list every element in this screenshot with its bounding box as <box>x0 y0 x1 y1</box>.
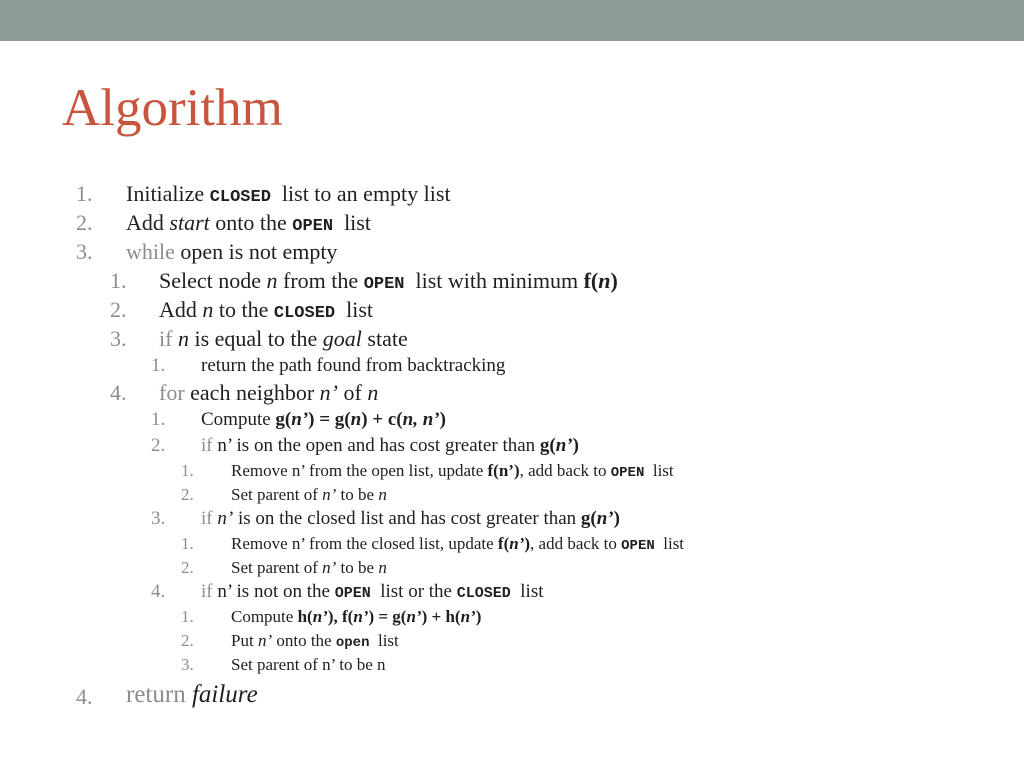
item-text <box>201 508 620 530</box>
text-segment: n’ <box>291 409 309 430</box>
text-segment: of <box>337 380 368 405</box>
text-segment: open is not empty <box>174 239 338 264</box>
text-segment: to be <box>336 485 379 504</box>
item-number: 4. <box>110 380 127 405</box>
item-number: 4. <box>76 684 93 709</box>
text-segment: g( <box>275 409 292 430</box>
text-segment: n’ is not on the <box>212 581 335 602</box>
text-segment: Select node <box>159 268 267 293</box>
text-segment: n <box>350 409 362 430</box>
text-segment: n <box>378 485 387 504</box>
code-keyword: OPEN <box>621 538 655 554</box>
text-segment: onto the <box>209 210 293 235</box>
text-segment: n <box>367 380 379 405</box>
item-text <box>231 655 386 675</box>
item-number: 2. <box>181 558 194 577</box>
item-text <box>231 607 481 627</box>
item-number: 1. <box>181 607 194 626</box>
control-keyword: if <box>201 581 213 602</box>
code-keyword: OPEN <box>334 585 371 602</box>
text-segment: ), f( <box>327 607 354 626</box>
item-number: 3. <box>181 655 194 674</box>
text-segment: n’ is on the open and has cost greater than <box>212 435 540 456</box>
text-segment: n, n’ <box>402 409 440 430</box>
item-number: 2. <box>151 435 166 456</box>
text-segment: list to an empty list <box>270 181 451 206</box>
text-segment: is on the closed list and has cost greater than <box>233 508 581 529</box>
item-number: 3. <box>151 508 166 529</box>
item-text <box>201 581 544 603</box>
text-segment: ) + c( <box>361 409 403 430</box>
item-text <box>159 380 378 406</box>
text-segment: h( <box>297 607 313 626</box>
text-segment: list <box>644 461 674 480</box>
text-segment: , add back to <box>530 534 622 553</box>
item-text <box>231 485 387 505</box>
item-text <box>231 534 684 554</box>
text-segment: n <box>598 268 611 293</box>
control-keyword: if <box>159 326 173 351</box>
text-segment: n’ <box>312 607 328 626</box>
top-band <box>0 0 1024 41</box>
text-segment: ) + h( <box>421 607 461 626</box>
text-segment: Compute <box>201 409 276 430</box>
text-segment: Initialize <box>126 181 210 206</box>
text-segment: Compute <box>231 607 298 626</box>
item-text <box>126 210 371 236</box>
text-segment: g( <box>580 508 597 529</box>
item-number: 1. <box>110 268 127 293</box>
text-segment: state <box>361 326 408 351</box>
text-segment: n <box>202 297 214 322</box>
item-number: 1. <box>151 355 166 376</box>
code-keyword: CLOSED <box>273 304 336 323</box>
text-segment: Remove n’ from the open list, update <box>231 461 488 480</box>
text-segment: list <box>510 581 544 602</box>
text-segment: ) = g( <box>368 607 407 626</box>
item-number: 2. <box>76 210 93 235</box>
code-keyword: open <box>335 635 370 651</box>
text-segment: Add <box>159 297 203 322</box>
text-segment: n <box>378 558 387 577</box>
text-segment: list with minimum <box>404 268 584 293</box>
text-segment: n <box>177 326 189 351</box>
code-keyword: OPEN <box>292 217 334 236</box>
item-number: 2. <box>110 297 127 322</box>
text-segment: list <box>333 210 371 235</box>
item-text <box>126 181 451 207</box>
text-segment: Set parent of <box>231 558 323 577</box>
text-segment: start <box>169 210 210 235</box>
item-text <box>126 239 337 265</box>
slide-title: Algorithm <box>62 79 283 137</box>
code-keyword: OPEN <box>363 275 405 294</box>
item-text <box>201 409 446 431</box>
item-number: 2. <box>181 485 194 504</box>
item-number: 3. <box>110 326 127 351</box>
text-segment: return the path found from backtracking <box>201 355 506 376</box>
text-segment: ) = g( <box>308 409 351 430</box>
item-text <box>231 558 387 578</box>
text-segment: list <box>335 297 374 322</box>
item-text <box>201 355 505 377</box>
control-keyword: return <box>126 681 192 708</box>
code-keyword: CLOSED <box>209 188 271 207</box>
text-segment: failure <box>191 681 258 708</box>
text-segment: ) <box>613 508 620 529</box>
item-text <box>126 681 258 709</box>
text-segment: Set parent of <box>231 485 323 504</box>
text-segment: ) <box>475 607 482 626</box>
item-text <box>231 631 399 651</box>
text-segment: n’ <box>217 508 234 529</box>
text-segment: each neighbor <box>184 380 320 405</box>
text-segment: f(n’) <box>487 461 520 480</box>
text-segment: ) <box>572 435 579 456</box>
control-keyword: if <box>201 435 213 456</box>
item-text <box>201 435 579 457</box>
text-segment: f( <box>497 534 510 553</box>
text-segment: n’ <box>322 558 337 577</box>
text-segment: goal <box>322 326 362 351</box>
text-segment: n’ <box>555 435 573 456</box>
text-segment: Remove n’ from the closed list, update <box>231 534 498 553</box>
text-segment: n <box>266 268 278 293</box>
text-segment: n’ <box>353 607 369 626</box>
text-segment: ) <box>610 268 618 293</box>
control-keyword: while <box>126 239 175 264</box>
text-segment: g( <box>539 435 556 456</box>
text-segment: list or the <box>370 581 457 602</box>
item-number: 1. <box>76 181 93 206</box>
text-segment: to be <box>336 558 379 577</box>
text-segment: is equal to the <box>188 326 323 351</box>
item-number: 3. <box>76 239 93 264</box>
text-segment: Put <box>231 631 258 650</box>
code-keyword: CLOSED <box>456 585 511 602</box>
item-number: 1. <box>181 534 194 553</box>
text-segment: n’ <box>509 534 525 553</box>
item-number: 1. <box>181 461 194 480</box>
text-segment: n’ <box>322 485 337 504</box>
text-segment: onto the <box>272 631 336 650</box>
text-segment: n’ <box>596 508 614 529</box>
text-segment: n’ <box>319 380 338 405</box>
text-segment: to the <box>213 297 274 322</box>
text-segment: , add back to <box>519 461 611 480</box>
text-segment: n’ <box>460 607 476 626</box>
item-text <box>159 297 373 323</box>
text-segment: from the <box>277 268 364 293</box>
item-text <box>159 268 618 294</box>
item-number: 4. <box>151 581 166 602</box>
text-segment: n’ <box>257 631 273 650</box>
text-segment: Set parent of n’ to be n <box>231 655 386 674</box>
item-text <box>159 326 408 352</box>
text-segment: list <box>369 631 399 650</box>
item-number: 2. <box>181 631 194 650</box>
control-keyword: for <box>159 380 185 405</box>
code-keyword: OPEN <box>610 465 645 481</box>
item-number: 1. <box>151 409 166 430</box>
text-segment: n’ <box>406 607 422 626</box>
text-segment: f( <box>583 268 599 293</box>
item-text <box>231 461 674 481</box>
text-segment: Add <box>126 210 170 235</box>
text-segment: list <box>654 534 685 553</box>
control-keyword: if <box>201 508 213 529</box>
text-segment: ) <box>439 409 446 430</box>
text-segment: ) <box>524 534 531 553</box>
